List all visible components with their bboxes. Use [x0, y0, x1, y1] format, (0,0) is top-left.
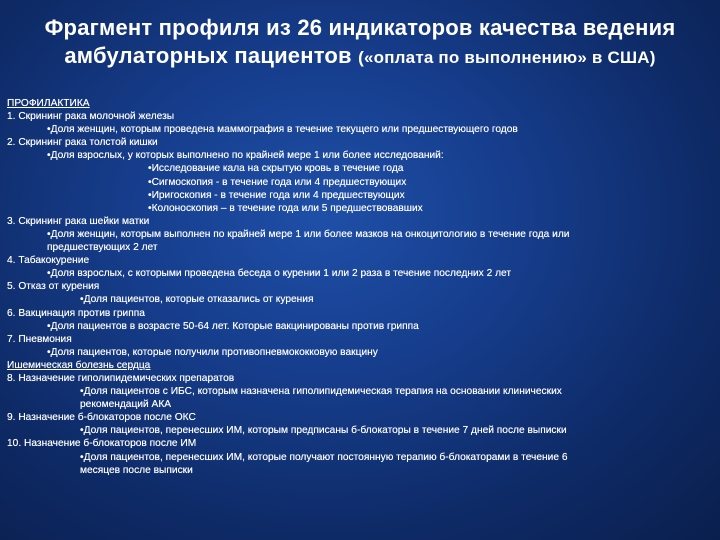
indicator-6-bullet: •Доля пациентов в возрасте 50-64 лет. Которые вакцинированы против гриппа — [47, 320, 419, 332]
indicator-10-bullet-cont: месяцев после выписки — [80, 464, 193, 476]
indicator-8-bullet-cont: рекомендаций АКА — [80, 399, 172, 411]
indicator-9: 9. Назначение б-блокаторов после ОКС — [7, 412, 196, 424]
indicator-2-sub-4: •Колоноскопия – в течение года или 5 предшествовавших — [148, 202, 423, 214]
indicator-2-sub-2: •Сигмоскопия - в течение года или 4 предшествующих — [148, 176, 407, 188]
indicator-4-bullet: •Доля взрослых, с которыми проведена беседа о курении 1 или 2 раза в течение последних 2 лет — [47, 268, 512, 280]
indicator-list — [7, 97, 713, 477]
section-heading-prevention: ПРОФИЛАКТИКА — [7, 98, 90, 109]
indicator-3: 3. Скрининг рака шейки матки — [7, 215, 150, 227]
section-heading-ihd: Ишемическая болезнь сердца — [7, 359, 151, 371]
indicator-6: 6. Вакцинация против гриппа — [7, 307, 145, 319]
indicator-8-bullet: •Доля пациентов с ИБС, которым назначена гиполипидемическая терапия на основании клинических — [80, 386, 562, 398]
indicator-3-bullet-cont: предшествующих 2 лет — [47, 242, 158, 254]
indicator-8: 8. Назначение гиполипидемических препаратов — [7, 372, 235, 384]
title-line-2-main: амбулаторных пациентов — [64, 43, 359, 68]
indicator-2-sub-1: •Исследование кала на скрытую кровь в течение года — [148, 163, 404, 175]
indicator-1-bullet: •Доля женщин, которым проведена маммография в течение текущего или предшествующего годов — [47, 124, 518, 136]
slide-title — [0, 14, 720, 72]
indicator-2: 2. Скрининг рака толстой кишки — [7, 137, 158, 149]
indicator-10-bullet: •Доля пациентов, перенесших ИМ, которые получают постоянную терапию б-блокаторами в течение 6 — [80, 451, 568, 463]
indicator-3-bullet: •Доля женщин, которым выполнен по крайней мере 1 или более мазков на онкоцитологию в течение года или — [47, 228, 570, 240]
title-line-2-sub: («оплата по выполнению» в США) — [358, 48, 656, 67]
indicator-5-bullet: •Доля пациентов, которые отказались от курения — [80, 294, 314, 306]
indicator-7-bullet: •Доля пациентов, которые получили противопневмококковую вакцину — [47, 346, 378, 358]
title-line-2 — [0, 42, 720, 72]
indicator-2-bullet: •Доля взрослых, у которых выполнено по крайней мере 1 или более исследований: — [47, 150, 444, 162]
indicator-10: 10. Назначение б-блокаторов после ИМ — [7, 438, 197, 450]
indicator-7: 7. Пневмония — [7, 333, 72, 345]
indicator-4: 4. Табакокурение — [7, 255, 90, 267]
indicator-5: 5. Отказ от курения — [7, 281, 100, 293]
indicator-2-sub-3: •Иригоскопия - в течение года или 4 предшествующих — [148, 189, 405, 201]
indicator-9-bullet: •Доля пациентов, перенесших ИМ, которым предписаны б-блокаторы в течение 7 дней после выписки — [80, 425, 567, 437]
title-line-1: Фрагмент профиля из 26 индикаторов качества ведения — [44, 15, 676, 40]
indicator-1: 1. Скрининг рака молочной железы — [7, 111, 175, 123]
